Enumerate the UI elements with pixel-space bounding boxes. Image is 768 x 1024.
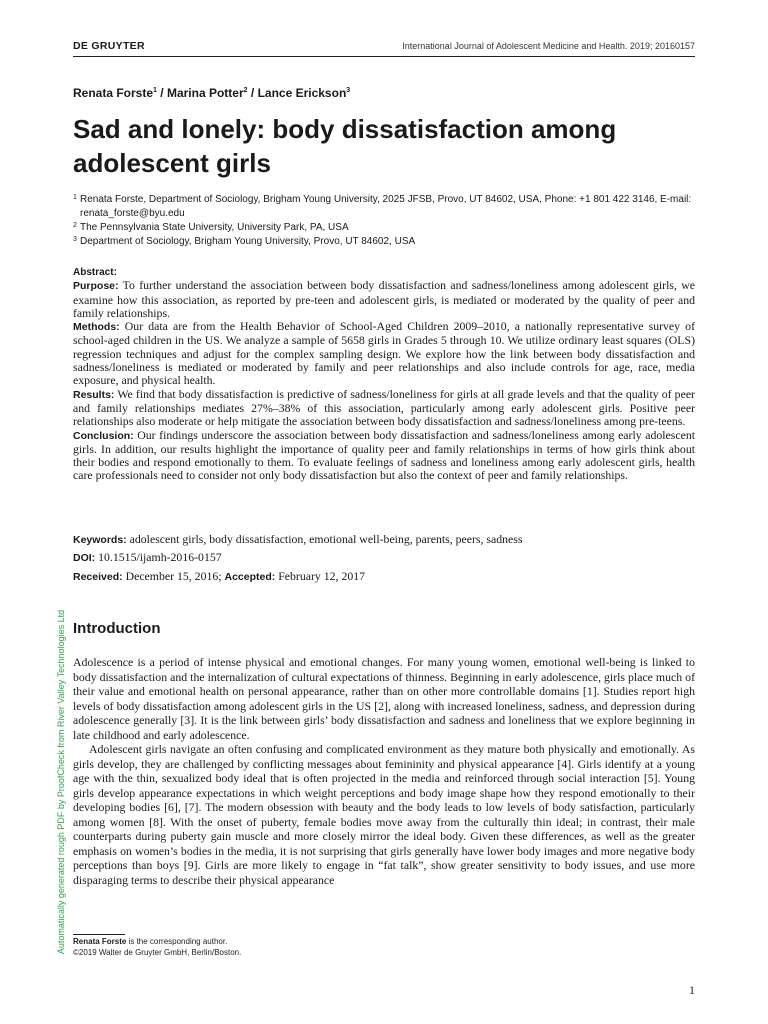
abstract-conclusion: [73, 429, 695, 483]
author-sup: 3: [346, 87, 351, 94]
author-sup: 2: [243, 87, 248, 94]
received-label: Received:: [73, 571, 123, 583]
received-date: December 15, 2016;: [125, 569, 222, 583]
doi-label: DOI:: [73, 552, 96, 564]
footnote-divider: [73, 934, 125, 935]
results-text: We find that body dissatisfaction is predictive of sadness/loneliness for girls at all grade levels and that the quality of peer and family relationships mediates 27%–38% of this association, particularly among early adolescent girls. Positive peer relationships also moderate or help mitigate the association between body dissatisfaction and sadness/loneliness among pre-teens.: [73, 386, 695, 429]
purpose-label: Purpose:: [73, 280, 119, 293]
purpose-text: To further understand the association between body dissatisfaction and sadness/loneliness among adolescent girls, we examine how this association, as reported by pre-teen and adolescent girls, is mediated or moderated by the quality of peer and family relationships.: [73, 278, 695, 320]
abstract-methods: [73, 320, 695, 387]
author-separator: /: [247, 86, 258, 100]
methods-label: Methods:: [73, 321, 120, 334]
paper-title: Sad and lonely: body dissatisfaction among adolescent girls: [73, 114, 617, 178]
author-list: [73, 86, 350, 100]
paragraph: Adolescent girls navigate an often confusing and complicated environment as they mature both physically and emotionally. As girls develop, they are challenged by conflicting messages about femininity and physical appearance [4]. Girls identify at a young age with the thin, sexualized body ideal that is often projected in the media and reinforced through social interaction [5]. Young girls develop appearance expectations in which weight perceptions and body image shape how they respond emotionally to their developing bodies [6], [7]. The modern obsession with beauty and the body leads to low levels of body satisfaction, particularly among women [8]. With the onset of puberty, female bodies move away from the culturally thin ideal; in contrast, their male counterparts during puberty gain muscle and more closely mirror the ideal body. Given these differences, as well as the greater emphasis on women’s bodies in the media, it is not surprising that girls generally have lower body images and more negative body perceptions than boys [9]. Girls are more likely to engage in “fat talk”, show greater sensitivity to body issues, and use more disparaging terms to describe their physical appearance: [73, 742, 695, 887]
journal-citation: International Journal of Adolescent Medicine and Health. 2019; 20160157: [402, 41, 695, 51]
author-name: Renata Forste: [73, 86, 154, 100]
paragraph: Adolescence is a period of intense physical and emotional changes. For many young women, emotional well-being is linked to body dissatisfaction and the internalization of cultural expectations of thinness. Beginning in early adolescence, girls place much of their value and emotional health on personal appearance, rather than on other more controllable domains [1]. Studies report high levels of body dissatisfaction among adolescent girls in the US [2], along with increased loneliness, sadness, and depression during adolescence generally [3]. It is the link between girls’ body dissatisfaction and sadness and loneliness that we explore beginning in late childhood and early adolescence.: [73, 655, 695, 742]
abstract-purpose: [73, 279, 695, 320]
methods-text: Our data are from the Health Behavior of School-Aged Children 2009–2010, a nationally representative survey of school-aged children in the US. We analyze a sample of 5658 girls in Grades 5 through 10. We utilize ordinary least squares (OLS) regression techniques and adjust for the complex sampling design. We explore how the link between body dissatisfaction and sadness/loneliness is mediated or moderated by family and peer relationships and also include controls for age, race, media exposure, and physical health.: [73, 319, 696, 388]
affiliation-item: [73, 221, 698, 235]
doi-text: 10.1515/ijamh-2016-0157: [98, 550, 222, 564]
corresponding-author-text: is the corresponding author.: [126, 937, 228, 946]
author-separator: /: [156, 86, 167, 100]
copyright-note: ©2019 Walter de Gruyter GmbH, Berlin/Boston.: [73, 948, 242, 957]
conclusion-text: Our findings underscore the association between body dissatisfaction and sadness/loneliness among early adolescent girls. In addition, our results highlight the importance of quality peer and family relationships in terms of how girls think about their bodies and respond emotionally to them. To evaluate feelings of sadness and loneliness among early adolescent girls, health care professionals need to consider not only body dissatisfaction but also the context of peer and family relationships.: [73, 427, 695, 483]
author-name: Lance Erickson: [257, 86, 347, 100]
keywords-label: Keywords:: [73, 534, 127, 546]
abstract: [73, 266, 695, 483]
affiliation-number: 2: [73, 222, 77, 229]
affiliation-text: Department of Sociology, Brigham Young University, Provo, UT 84602, USA: [80, 236, 416, 247]
affiliation-item: [73, 193, 698, 221]
abstract-label: Abstract:: [73, 267, 117, 278]
proof-watermark-text: Automatically generated rough PDF by ProofCheck from River Valley Technologies Ltd: [56, 609, 66, 955]
affiliation-item: [73, 235, 698, 249]
affiliation-text: The Pennsylvania State University, University Park, PA, USA: [80, 222, 349, 233]
running-header: [73, 40, 695, 57]
keywords-line: [73, 532, 522, 547]
corresponding-author-note: [73, 937, 473, 946]
abstract-results: [73, 388, 695, 429]
section-heading: Introduction: [73, 620, 161, 637]
doi-line: [73, 550, 222, 565]
affiliation-number: 1: [73, 194, 77, 201]
introduction-body: [73, 655, 695, 887]
conclusion-label: Conclusion:: [73, 429, 134, 442]
publisher-name: DE GRUYTER: [73, 40, 145, 52]
results-label: Results:: [73, 388, 115, 401]
author-name: Marina Potter: [166, 86, 244, 100]
affiliation-text: Renata Forste, Department of Sociology, Brigham Young University, 2025 JFSB, Provo, UT 84602, USA, Phone: +1 801 422 3146, E-mail: renata_forste@byu.edu: [80, 194, 692, 219]
author-sup: 1: [153, 87, 157, 94]
accepted-date: February 12, 2017: [278, 569, 366, 583]
keywords-text: adolescent girls, body dissatisfaction, emotional well-being, parents, peers, sadness: [129, 532, 523, 546]
affiliation-number: 3: [73, 236, 77, 243]
corresponding-author-name: Renata Forste: [73, 937, 127, 946]
accepted-label: Accepted:: [224, 571, 276, 583]
affiliations: [73, 193, 698, 249]
page-number: 1: [689, 983, 695, 997]
dates-line: [73, 569, 365, 584]
